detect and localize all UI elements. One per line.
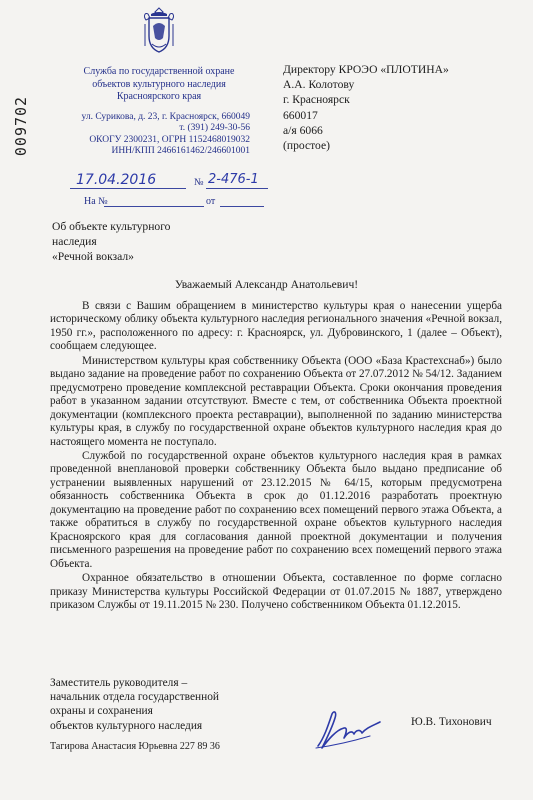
number-label: №: [194, 177, 204, 188]
coat-of-arms-emblem: [141, 6, 177, 58]
outgoing-number: 2-476-1: [208, 172, 259, 187]
reference-line: [84, 196, 264, 210]
body-paragraph: Охранное обязательство в отношении Объекта, составленное по форме согласно приказу Министерства культуры Российской Федерации от 01.07.2015 № 1887, утверждено приказом Службы от 19.11.2015 № 230. Получено собственником Объекта 01.12.2015.: [50, 572, 502, 611]
body-paragraph: Службой по государственной охране объектов культурного наследия края в рамках проведенной внеплановой проверки собственнику Объекта было выдано предписание об устранении выявленных нарушений от 23.12.2015 № 64/15, которым предусмотрена обязанность собственника Объекта в срок до 01.12.2016 разработать проектную документацию на проведение работ по сохранению всех помещений первого этажа Объекта, а также обратиться в службу по государственной охране объектов культурного наследия Красноярского края для согласования данной проектной документации и получения письменного разрешения на проведение работ по сохранению всех помещений первого этажа Объекта.: [50, 449, 502, 570]
executor-contact: Тагирова Анастасия Юрьевна 227 89 36: [50, 741, 220, 752]
sender-address: ул. Сурикова, д. 23, г. Красноярск, 660049: [81, 111, 250, 122]
date-underline: [70, 188, 186, 189]
sender-letterhead: [66, 66, 252, 158]
registration-stamp: [10, 90, 32, 162]
recipient-postcode: 660017: [283, 108, 318, 122]
recipient-name: А.А. Колотову: [283, 78, 355, 92]
reference-number-label: На №: [84, 196, 108, 207]
sender-contacts: [66, 112, 252, 158]
sender-okogu: ОКОГУ 2300231, ОГРН 1152468019032: [89, 134, 250, 145]
number-underline: [206, 188, 268, 189]
handwritten-signature: [310, 702, 394, 754]
signer-position: [50, 676, 250, 733]
signer-name: Ю.В. Тихонович: [411, 716, 492, 728]
recipient-block: [283, 62, 449, 153]
signer-position-line: Заместитель руководителя –: [50, 677, 188, 689]
sender-phone: т. (391) 249-30-56: [179, 123, 250, 134]
sender-inn: ИНН/КПП 2466161462/246601001: [111, 146, 250, 157]
recipient-po-box: а/я 6066: [283, 123, 323, 137]
registration-stamp-number: 009702: [12, 95, 30, 157]
outgoing-registration: [66, 172, 266, 190]
outgoing-date: 17.04.2016: [76, 172, 157, 188]
reference-date-label: от: [206, 196, 216, 207]
letter-subject: [52, 219, 202, 264]
recipient-delivery: (простое): [283, 139, 330, 153]
body-paragraph: В связи с Вашим обращением в министерство культуры края о нанесении ущерба историческому облику объекта культурного наследия регионального значения «Речной вокзал, 1950 гг.», расположенного по адресу: г. Красноярск, ул. Дубровинского, 1 (далее – Объект), сообщаем следующее.: [50, 300, 502, 353]
org-line: Служба по государственной охране: [83, 66, 235, 77]
signer-position-line: объектов культурного наследия: [50, 719, 203, 732]
reference-number-underline: [104, 206, 204, 207]
salutation: Уважаемый Александр Анатольевич!: [174, 278, 359, 291]
recipient-title: Директору КРОЭО «ПЛОТИНА»: [283, 63, 449, 76]
letter-body: [50, 300, 502, 613]
subject-line: наследия: [52, 235, 97, 248]
sender-organization: [66, 66, 252, 104]
signer-position-line: начальник отдела государственной: [50, 691, 220, 704]
org-line: объектов культурного наследия: [92, 78, 226, 90]
body-paragraph: Министерством культуры края собственнику Объекта (ООО «База Крастехснаб») было выдано задание на проведение работ по сохранению Объекта от 27.07.2012 № 54/12. Заданием предусмотрено проведение комплексной реставрации Объекта. Сроки окончания проведения работ в указанном задании отсутствуют. Вместе с тем, от собственника Объекта проектной документации (комплексного проекта реставрации), выполненной по заданию министерства культуры края, в службу по государственной охране объектов культурного наследия края до настоящего момента не поступало.: [50, 354, 502, 448]
recipient-city: г. Красноярск: [283, 93, 350, 107]
reference-date-underline: [220, 206, 264, 207]
org-line: Красноярского края: [116, 91, 202, 102]
subject-line: Об объекте культурного: [52, 220, 171, 233]
subject-line: «Речной вокзал»: [52, 250, 134, 263]
signer-position-line: охраны и сохранения: [50, 705, 153, 718]
